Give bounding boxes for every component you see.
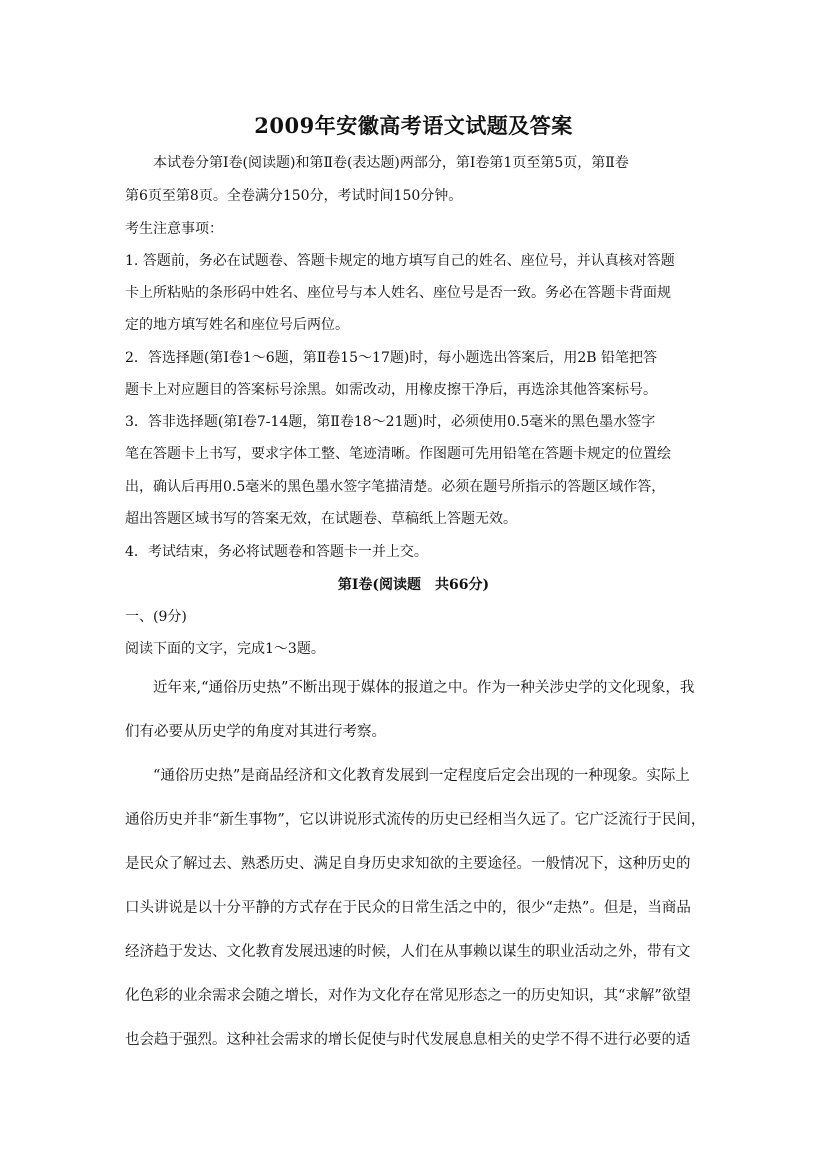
part-label: 一、(9分) bbox=[125, 609, 187, 625]
rule-line: 笔在答题卡上书写，要求字体工整、笔迹清晰。作图题可先用铅笔在答题卡规定的位置绘 bbox=[125, 446, 671, 462]
passage-line: 近年来,“通俗历史热”不断出现于媒体的报道之中。作为一种关涉史学的文化现象，我 bbox=[153, 680, 695, 696]
section-title: 第Ⅰ卷(阅读题 共66分) bbox=[337, 577, 490, 593]
passage-line: 是民众了解过去、熟悉历史、满足自身历史求知欲的主要途径。一般情况下，这种历史的 bbox=[125, 856, 691, 872]
rule-line: 超出答题区域书写的答案无效，在试题卷、草稿纸上答题无效。 bbox=[125, 511, 517, 527]
rule-line: 出，确认后再用0.5毫米的黑色墨水签字笔描清楚。必须在题号所指示的答题区域作答， bbox=[125, 479, 666, 495]
rule-line: 2．答选择题(第Ⅰ卷1～6题，第Ⅱ卷15～17题)时，每小题选出答案后，用2B 铅笔把答 bbox=[125, 350, 657, 366]
rule-line: 3．答非选择题(第Ⅰ卷7-14题，第Ⅱ卷18～21题)时，必须使用0.5毫米的黑色墨水签字 bbox=[125, 414, 656, 430]
rule-line: 定的地方填写姓名和座位号后两位。 bbox=[125, 317, 349, 333]
passage-line: 化色彩的业余需求会随之增长，对作为文化存在常见形态之一的历史知识，其“求解”欲望 bbox=[125, 988, 691, 1004]
rule-line: 卡上所粘贴的条形码中姓名、座位号与本人姓名、座位号是否一致。务必在答题卡背面规 bbox=[125, 285, 671, 301]
passage-line: 也会趋于强烈。这种社会需求的增长促使与时代发展息息相关的史学不得不进行必要的适 bbox=[125, 1032, 691, 1048]
intro-line: 本试卷分第Ⅰ卷(阅读题)和第Ⅱ卷(表达题)两部分，第Ⅰ卷第1页至第5页，第Ⅱ卷 bbox=[153, 155, 629, 171]
intro-line: 第6页至第8页。全卷满分150分，考试时间150分钟。 bbox=[125, 188, 463, 204]
passage-line: 通俗历史并非“新生事物”，它以讲说形式流传的历史已经相当久远了。它广泛流行于民间， bbox=[125, 812, 705, 828]
notice-heading: 考生注意事项： bbox=[125, 221, 223, 237]
rule-line: 4．考试结束，务必将试题卷和答题卡一并上交。 bbox=[125, 544, 428, 560]
passage-line: 们有必要从历史学的角度对其进行考察。 bbox=[125, 724, 386, 740]
document-title: 2009年安徽高考语文试题及答案 bbox=[254, 113, 573, 138]
instruction: 阅读下面的文字，完成1～3题。 bbox=[125, 641, 325, 657]
passage-line: “通俗历史热”是商品经济和文化教育发展到一定程度后定会出现的一种现象。实际上 bbox=[153, 768, 690, 784]
passage-line: 经济趋于发达、文化教育发展迅速的时候，人们在从事赖以谋生的职业活动之外，带有文 bbox=[125, 944, 691, 960]
passage-line: 口头讲说是以十分平静的方式存在于民众的日常生活之中的，很少“走热”。但是，当商品 bbox=[125, 900, 691, 916]
rule-line: 题卡上对应题目的答案标号涂黑。如需改动，用橡皮擦干净后，再选涂其他答案标号。 bbox=[125, 382, 657, 398]
rule-line: 1. 答题前，务必在试题卷、答题卡规定的地方填写自己的姓名、座位号，并认真核对答题 bbox=[125, 253, 675, 269]
